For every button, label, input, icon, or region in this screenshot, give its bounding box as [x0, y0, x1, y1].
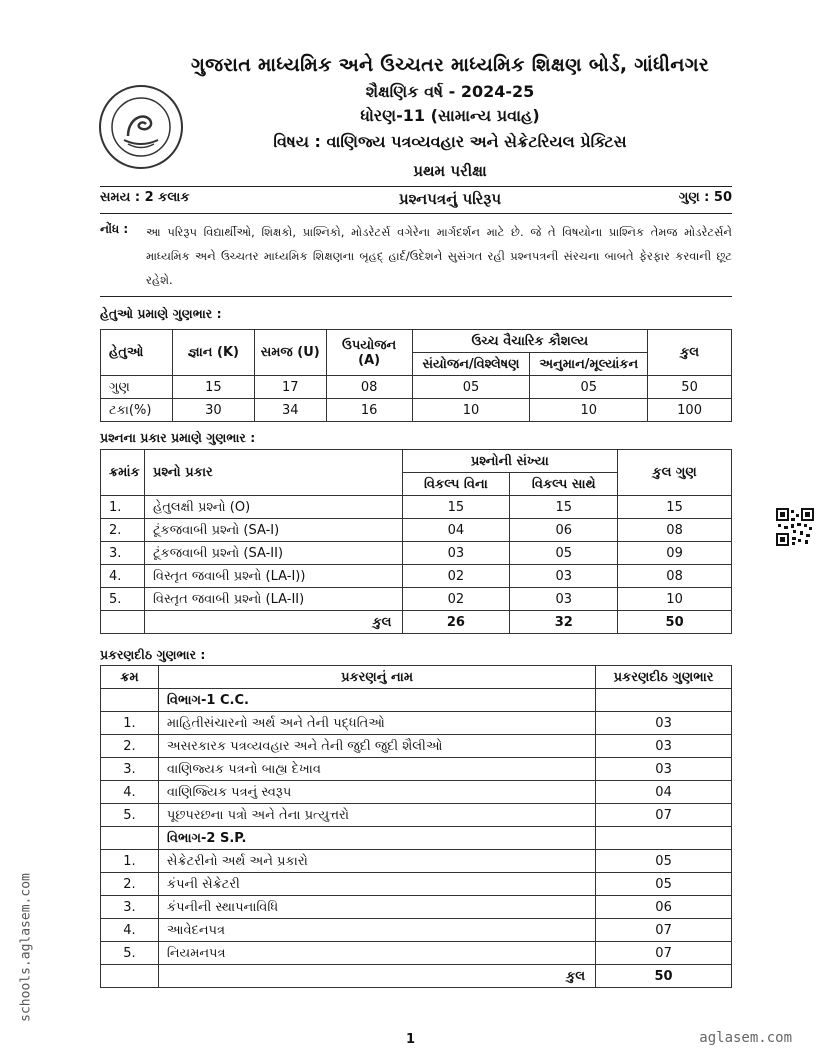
board-name: ગુજરાત માધ્યમિક અને ઉચ્ચતર માધ્યમિક શિક્ષણ બોર્ડ, ગાંધીનગર	[190, 54, 709, 76]
divider	[100, 296, 732, 297]
table-row: 2. ટૂંકજવાબી પ્રશ્નો (SA-I) 04 06 08	[101, 519, 732, 542]
qr-code-icon[interactable]	[776, 508, 814, 546]
chapter-weightage-table	[100, 665, 732, 988]
col-chapter-marks: પ્રકરણદીઠ ગુણભાર	[596, 666, 732, 689]
table-row: 5. નિયમનપત્ર 07	[101, 942, 732, 965]
table-row: 5. પૂછપરછના પત્રો અને તેના પ્રત્યુત્તરો 07	[101, 804, 732, 827]
divider	[100, 186, 732, 187]
subject: વિષય : વાણિજ્ય પત્રવ્યવહાર અને સેક્રેટરિયલ પ્રેક્ટિસ	[273, 132, 627, 151]
col-serial: ક્રમાંક	[101, 450, 145, 496]
col-objectives: હેતુઓ	[101, 330, 173, 376]
exam-time: સમય : 2 કલાક	[100, 190, 190, 205]
col-synthesis: સંયોજન/વિશ્લેષણ	[412, 353, 530, 376]
col-without-option: વિકલ્પ વિના	[402, 473, 510, 496]
section-row	[101, 689, 732, 712]
col-with-option: વિકલ્પ સાથે	[510, 473, 618, 496]
table-row: 1. હેતુલક્ષી પ્રશ્નો (O) 15 15 15	[101, 496, 732, 519]
table-row: ટકા(%) 30 34 16 10 10 100	[101, 399, 732, 422]
col-knowledge: જ્ઞાન (K)	[172, 330, 254, 376]
blueprint-title: પ્રશ્નપત્રનું પરિરૂપ	[398, 190, 502, 208]
col-understanding: સમજ (U)	[254, 330, 326, 376]
objectives-title: હેતુઓ પ્રમાણે ગુણભાર :	[100, 306, 222, 321]
section-row	[101, 827, 732, 850]
note-text: આ પરિરૂપ વિદ્યાર્થીઓ, શિક્ષકો, પ્રાશ્નિકો, મોડરેટર્સ વગેરેના માર્ગદર્શન માટે છે. જે તે વિષયોના પ્રાશ્નિક તેમજ મોડરેટર્સને માધ્યમિક અને ઉચ્ચતર માધ્યમિક શિક્ષણના બૃહદ્ હાર્દ/ઉદેશને સુસંગત રહી પ્રશ્નપત્રની સંરચના બાબતે ફેરફાર કરવાની છૂટ રહેશે.	[146, 225, 732, 287]
table-row: 2. અસરકારક પત્રવ્યવહાર અને તેની જુદી જુદી શૈલીઓ 03	[101, 735, 732, 758]
total-marks: ગુણ : 50	[678, 190, 732, 205]
table-row: 5. વિસ્તૃત જવાબી પ્રશ્નો (LA-II) 02 03 10	[101, 588, 732, 611]
chapters-title: પ્રકરણદીઠ ગુણભાર :	[100, 647, 206, 662]
qtypes-title: પ્રશ્નના પ્રકાર પ્રમાણે ગુણભાર :	[100, 430, 256, 445]
col-application: ઉપયોજન (A)	[326, 330, 412, 376]
total-row: કુલ 50	[101, 965, 732, 988]
note-label: નોંધ :	[100, 222, 129, 236]
table-row: 1. માહિતીસંચારનો અર્થ અને તેની પદ્ધતિઓ 03	[101, 712, 732, 735]
table-row: 3. કંપનીની સ્થાપનાવિધિ 06	[101, 896, 732, 919]
objectives-table	[100, 329, 732, 422]
divider	[100, 213, 732, 214]
col-total-marks: કુલ ગુણ	[618, 450, 732, 496]
col-question-type: પ્રશ્નો પ્રકાર	[144, 450, 402, 496]
section-heading: વિભાગ-1 C.C.	[158, 689, 595, 712]
table-row: 3. ટૂંકજવાબી પ્રશ્નો (SA-II) 03 05 09	[101, 542, 732, 565]
side-watermark: schools.aglasem.com	[18, 873, 34, 1022]
site-watermark: aglasem.com	[699, 1030, 792, 1046]
col-hots: ઉચ્ચ વૈચારિક કૌશલ્ય	[412, 330, 648, 353]
col-chapter-name: પ્રકરણનું નામ	[158, 666, 595, 689]
col-evaluation: અનુમાન/મૂલ્યાંકન	[530, 353, 648, 376]
standard: ધોરણ-11 (સામાન્ય પ્રવાહ)	[360, 106, 540, 125]
question-types-table	[100, 449, 732, 634]
page-number: 1	[406, 1032, 416, 1047]
col-total: કુલ	[648, 330, 732, 376]
total-row: કુલ 26 32 50	[101, 611, 732, 634]
exam-name: પ્રથમ પરીક્ષા	[413, 162, 487, 180]
table-row: 4. વિસ્તૃત જવાબી પ્રશ્નો (LA-I)) 02 03 08	[101, 565, 732, 588]
table-row: 3. વાણિજ્યક પત્રનો બાહ્ય દેખાવ 03	[101, 758, 732, 781]
academic-year: શૈક્ષણિક વર્ષ - 2024-25	[365, 82, 535, 101]
col-question-count: પ્રશ્નોની સંખ્યા	[402, 450, 618, 473]
table-row: 1. સેક્રેટરીનો અર્થ અને પ્રકારો 05	[101, 850, 732, 873]
section-heading: વિભાગ-2 S.P.	[158, 827, 595, 850]
table-row: 4. વાણિજ્યિક પત્રનું સ્વરૂપ 04	[101, 781, 732, 804]
col-serial: ક્રમ	[101, 666, 159, 689]
table-row: ગુણ 15 17 08 05 05 50	[101, 376, 732, 399]
table-row: 2. કંપની સેક્રેટરી 05	[101, 873, 732, 896]
table-row: 4. આવેદનપત્ર 07	[101, 919, 732, 942]
